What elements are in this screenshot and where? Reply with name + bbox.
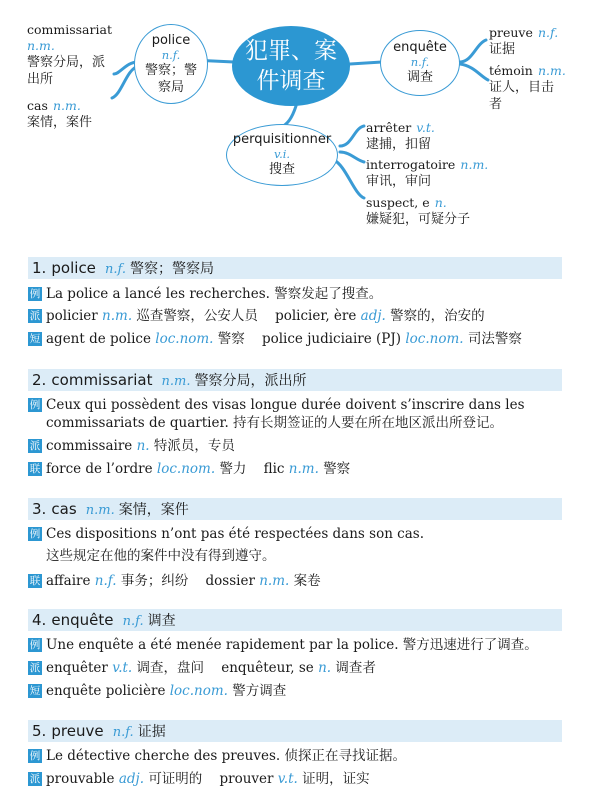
derivative-row — [28, 659, 376, 678]
example-text: La police a lancé les recherches. 警察发起了搜查。 — [46, 286, 383, 302]
related-row — [28, 572, 321, 591]
entry-meaning: 证据 — [137, 724, 166, 740]
term-pos: n.f. — [94, 573, 117, 589]
example-text: 这些规定在他的案件中没有得到遵守。 — [46, 548, 276, 564]
leaf-trans: 证据 — [489, 42, 516, 57]
node-perquisitionner — [226, 124, 338, 186]
term-trans: 警察 — [323, 461, 351, 477]
derivative-row — [28, 770, 370, 789]
term-pos: loc.nom. — [156, 461, 216, 477]
term: commissaire — [46, 438, 133, 454]
leaf-pos: n.f. — [537, 25, 559, 40]
related-row — [28, 460, 350, 479]
term: policier — [46, 308, 98, 324]
derivative-tag: 派 — [29, 662, 41, 674]
term-trans: 特派员，专员 — [153, 438, 235, 454]
entry-pos: n.m. — [161, 374, 191, 389]
node-pos: v.i. — [273, 147, 291, 161]
example-tag: 例 — [29, 750, 41, 762]
term: force de l’ordre — [46, 461, 153, 477]
term: flic — [263, 461, 285, 477]
derivative-row — [28, 307, 485, 326]
example-text: commissariats de quartier. 持有长期签证的人要在所在地区派出所登记。 — [46, 415, 504, 431]
leaf-trans: 逮捕，扣留 — [366, 137, 432, 152]
entry-number: 4. — [32, 611, 47, 629]
entry-header-commissariat — [28, 369, 562, 391]
term-pos: adj. — [118, 771, 145, 787]
leaf-interrogatoire — [366, 154, 516, 190]
leaf-trans: 证人，目击 — [489, 80, 555, 95]
center-line: 犯罪、案 — [245, 38, 337, 64]
term: prouver — [219, 771, 274, 787]
node-word: perquisitionner — [232, 132, 332, 147]
term-trans: 调查者 — [335, 660, 376, 676]
leaf-word: preuve — [489, 25, 533, 40]
entry-pos: n.f. — [122, 614, 144, 629]
term-pos: n. — [318, 660, 332, 676]
entry-pos: n.f. — [105, 262, 127, 277]
term-pos: adj. — [360, 308, 386, 324]
related-tag: 联 — [29, 575, 41, 587]
term: enquêteur, se — [221, 660, 314, 676]
example-row — [28, 636, 538, 655]
leaf-word: cas — [27, 98, 48, 113]
phrase-row — [28, 330, 522, 349]
example-text: Ceux qui possèdent des visas longue durée doivent s’inscrire dans les — [46, 397, 525, 413]
term-trans: 事务；纠纷 — [120, 573, 189, 589]
leaf-cas — [27, 95, 137, 131]
leaf-pos: n.m. — [537, 63, 566, 78]
term: agent de police — [46, 331, 151, 347]
leaf-commissariat — [27, 22, 137, 88]
leaf-suspect — [366, 192, 516, 228]
entry-number: 1. — [32, 259, 47, 277]
node-word: police — [151, 32, 191, 48]
term: prouvable — [46, 771, 115, 787]
leaf-trans: 嫌疑犯，可疑分子 — [366, 212, 471, 227]
entry-meaning: 警察；警察局 — [130, 261, 215, 277]
entry-pos: n.m. — [85, 503, 115, 518]
entry-word: police — [51, 259, 96, 277]
leaf-trans: 案情，案件 — [27, 115, 93, 130]
leaf-pos: v.t. — [416, 120, 435, 135]
term: affaire — [46, 573, 91, 589]
derivative-row — [28, 437, 235, 456]
leaf-word: arrêter — [366, 120, 412, 135]
example-row — [28, 747, 406, 766]
leaf-word: interrogatoire — [366, 157, 456, 172]
term-trans: 警察 — [217, 331, 245, 347]
leaf-trans: 者 — [489, 97, 503, 112]
leaf-word: suspect, e — [366, 195, 430, 210]
entry-meaning: 调查 — [147, 613, 176, 629]
term-pos: loc.nom. — [405, 331, 464, 347]
leaf-arreter — [366, 117, 516, 153]
leaf-word: témoin — [489, 63, 533, 78]
phrase-row — [28, 682, 286, 701]
node-pos: n.f. — [161, 47, 181, 62]
entry-meaning: 警察分局，派出所 — [194, 373, 307, 389]
node-pos: n.f. — [410, 55, 430, 69]
entry-header-cas — [28, 498, 562, 520]
leaf-temoin — [489, 60, 599, 113]
entry-header-enquete — [28, 609, 562, 631]
term: policier, ère — [275, 308, 357, 324]
term: enquête policière — [46, 683, 166, 699]
entry-word: preuve — [51, 722, 104, 740]
term-trans: 警方调查 — [232, 683, 287, 699]
leaf-pos: n.m. — [460, 157, 489, 172]
leaf-word: commissariat — [27, 22, 112, 37]
term-trans: 警力 — [219, 461, 247, 477]
example-row — [28, 525, 424, 544]
term-trans: 调查，盘问 — [136, 660, 205, 676]
entry-word: enquête — [51, 611, 114, 629]
example-text: Ces dispositions n’ont pas été respectées dans son cas. — [46, 526, 425, 542]
derivative-tag: 派 — [29, 773, 41, 785]
mindmap-center-topic — [232, 26, 350, 106]
example-row-cont — [28, 414, 503, 433]
term-pos: n.m. — [102, 308, 133, 324]
term-trans: 可证明的 — [148, 771, 203, 787]
entry-meaning: 案情，案件 — [118, 502, 189, 518]
phrase-tag: 短 — [29, 333, 41, 345]
entry-word: cas — [51, 500, 77, 518]
term-pos: n.m. — [288, 461, 319, 477]
node-police — [134, 24, 208, 104]
node-enquete — [380, 30, 460, 96]
leaf-trans: 审讯，审问 — [366, 174, 432, 189]
example-text: Le détective cherche des preuves. 侦探正在寻找证据。 — [46, 748, 406, 764]
leaf-pos: n. — [434, 195, 447, 210]
entry-word: commissariat — [51, 371, 153, 389]
term-pos: loc.nom. — [155, 331, 214, 347]
entry-number: 3. — [32, 500, 47, 518]
derivative-tag: 派 — [29, 440, 41, 452]
center-line: 件调查 — [256, 68, 326, 94]
example-tag: 例 — [29, 288, 41, 300]
phrase-tag: 短 — [29, 685, 41, 697]
example-tag: 例 — [29, 528, 41, 540]
node-trans: 察局 — [157, 79, 184, 95]
entry-number: 2. — [32, 371, 47, 389]
example-row — [28, 285, 382, 304]
term: dossier — [205, 573, 255, 589]
example-tag: 例 — [29, 399, 41, 411]
node-trans: 搜查 — [268, 162, 295, 177]
example-row — [28, 396, 525, 415]
entry-pos: n.f. — [112, 725, 134, 740]
example-tag: 例 — [29, 639, 41, 651]
derivative-tag: 派 — [29, 310, 41, 322]
term-trans: 警察的，治安的 — [390, 308, 485, 324]
term-pos: v.t. — [112, 660, 133, 676]
term-pos: n. — [136, 438, 150, 454]
term-trans: 司法警察 — [467, 331, 522, 347]
leaf-preuve — [489, 22, 599, 58]
term-pos: loc.nom. — [169, 683, 228, 699]
example-text: Une enquête a été menée rapidement par la police. 警方迅速进行了调查。 — [46, 637, 538, 653]
node-trans: 调查 — [406, 70, 433, 85]
term: police judiciaire (PJ) — [261, 331, 402, 347]
node-word: enquête — [393, 40, 447, 55]
term-trans: 巡查警察，公安人员 — [136, 308, 258, 324]
leaf-pos: n.m. — [52, 98, 81, 113]
entry-number: 5. — [32, 722, 47, 740]
term-trans: 证明，证实 — [302, 771, 370, 787]
term-pos: v.t. — [277, 771, 298, 787]
related-tag: 联 — [29, 463, 41, 475]
term-trans: 案卷 — [293, 573, 321, 589]
leaf-trans: 出所 — [27, 72, 54, 87]
term-pos: n.m. — [259, 573, 290, 589]
leaf-pos: n.m. — [27, 38, 55, 53]
term: enquêter — [46, 660, 108, 676]
leaf-trans: 警察分局，派 — [27, 55, 106, 70]
example-row-cont — [28, 547, 276, 566]
entry-header-preuve — [28, 720, 562, 742]
entry-header-police — [28, 257, 562, 279]
node-trans: 警察；警 — [144, 62, 197, 78]
